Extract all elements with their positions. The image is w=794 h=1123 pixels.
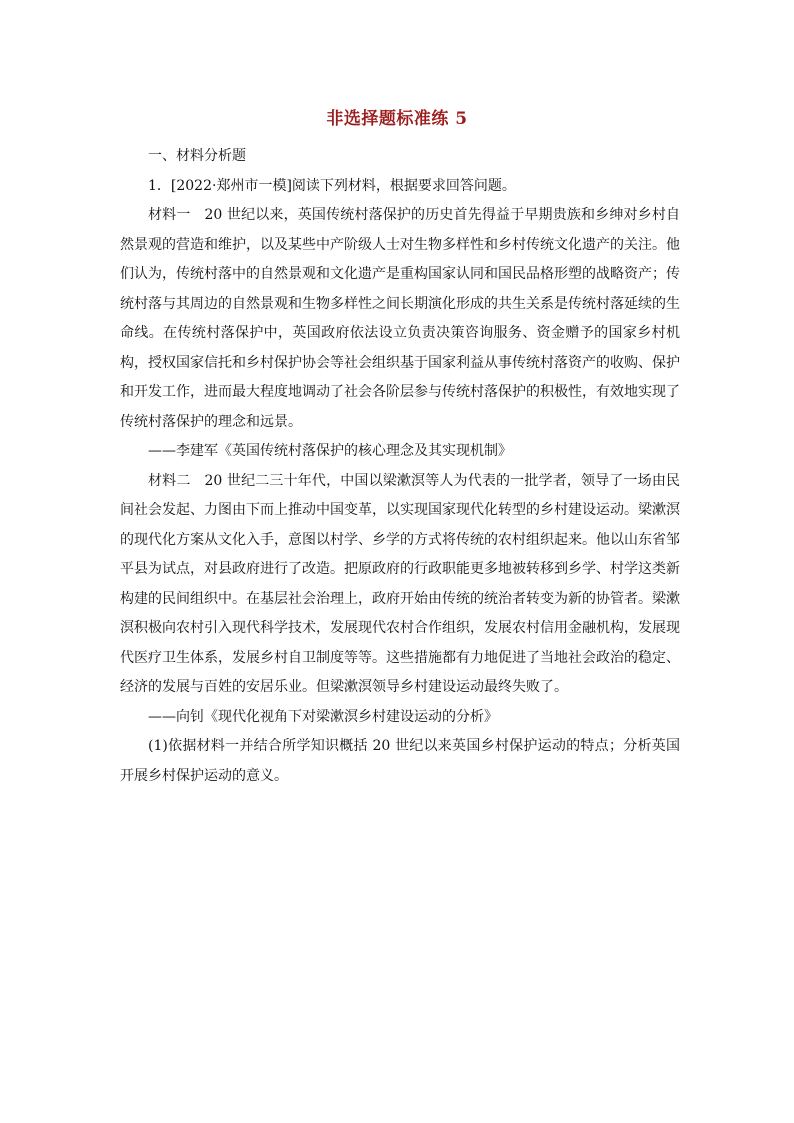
- material-two-text: 20 世纪二三十年代，中国以梁漱溟等人为代表的一批学者，领导了一场由民间社会发起、力图由下而上推动中国变革，以实现国家现代化转型的乡村建设运动。梁漱溟的现代化方案从文化入手，意图以村学、乡学的方式将传统的农村组织起来。他以山东省邹平县为试点，对县政府进行了改造。把原政府的行政职能更多地被转移到乡学、村学这类新构建的民间组织中。在基层社会治理上，政府开始由传统的统治者转变为新的协管者。梁漱溟积极向农村引入现代科学技术，发展现代农村合作组织，发展农村信用金融机构，发展现代医疗卫生体系，发展乡村自卫制度等等。这些措施都有力地促进了当地社会政治的稳定、经济的发展与百姓的安居乐业。但梁漱溟领导乡村建设运动最终失败了。: [120, 472, 681, 695]
- document-body: [120, 142, 680, 791]
- material-one-source: ——李建军《英国传统村落保护的核心理念及其实现机制》: [148, 443, 512, 459]
- question-intro: 1．[2022·郑州市一模]阅读下列材料，根据要求回答问题。: [148, 177, 516, 194]
- page-title: 非选择题标准练 5: [326, 109, 468, 129]
- section-heading: 一、材料分析题: [148, 148, 246, 164]
- material-one-text: 20 世纪以来，英国传统村落保护的历史首先得益于早期贵族和乡绅对乡村自然景观的营造和维护，以及某些中产阶级人士对生物多样性和乡村传统文化遗产的关注。他们认为，传统村落中的自然景观和文化遗产是重构国家认同和国民品格形塑的战略资产；传统村落与其周边的自然景观和生物多样性之间长期演化形成的共生关系是传统村落延续的生命线。在传统村落保护中，英国政府依法设立负责决策咨询服务、资金赠予的国家乡村机构，授权国家信托和乡村保护协会等社会组织基于国家利益从事传统村落资产的收购、保护和开发工作，进而最大程度地调动了社会各阶层参与传统村落保护的积极性，有效地实现了传统村落保护的理念和远景。: [120, 207, 681, 430]
- material-one-label: 材料一: [148, 207, 191, 223]
- material-two-source: ——向钊《现代化视角下对梁漱溟乡村建设运动的分析》: [148, 708, 498, 725]
- material-one-paragraph: [120, 201, 680, 437]
- material-two-label: 材料二: [148, 472, 191, 489]
- question-one: (1)依据材料一并结合所学知识概括 20 世纪以来英国乡村保护运动的特点；分析英国开展乡村保护运动的意义。: [120, 738, 680, 784]
- material-two-paragraph: [120, 467, 680, 703]
